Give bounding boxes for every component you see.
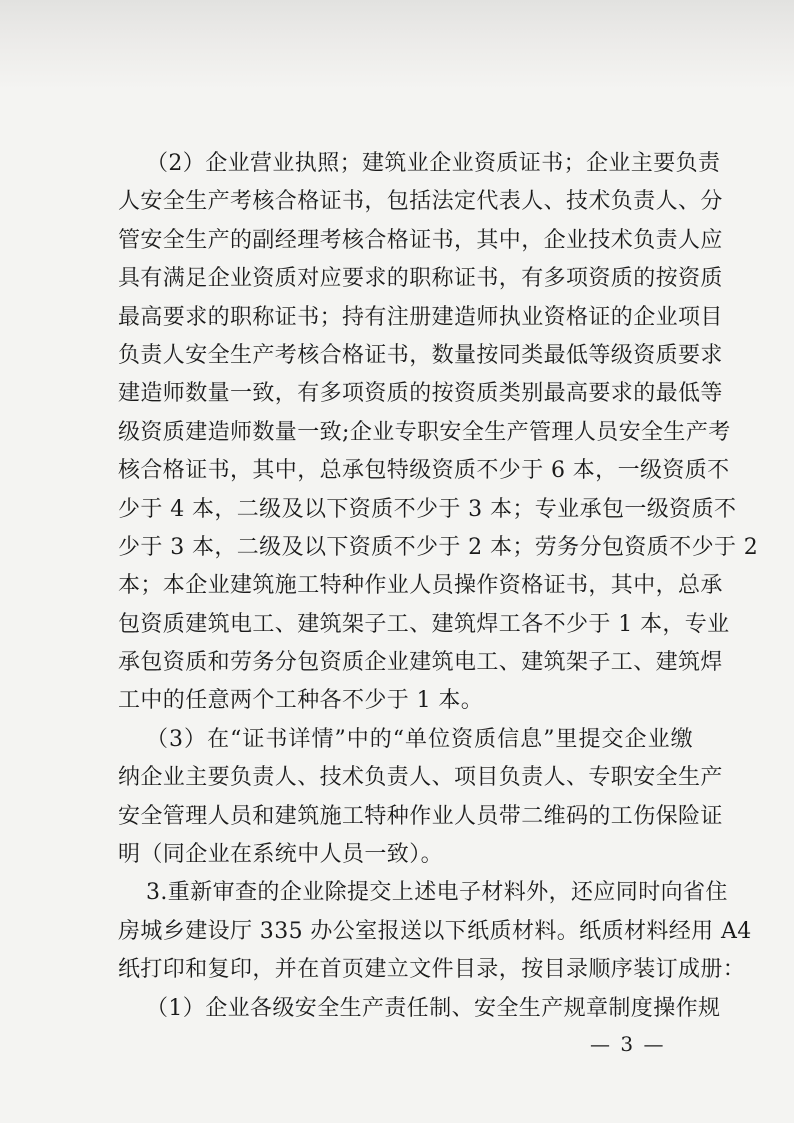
body-text xyxy=(118,145,759,1028)
text-line: 少于 3 本，二级及以下资质不少于 2 本；劳务分包资质不少于 2 xyxy=(118,534,759,560)
text-line: 负责人安全生产考核合格证书，数量按同类最低等级资质要求 xyxy=(118,342,723,368)
text-line: 最高要求的职称证书；持有注册建造师执业资格证的企业项目 xyxy=(118,304,723,330)
text-line: 管安全生产的副经理考核合格证书，其中，企业技术负责人应 xyxy=(118,227,723,253)
text-line: （2）企业营业执照；建筑业企业资质证书；企业主要负责 xyxy=(146,151,721,176)
text-line: 级资质建造师数量一致;企业专职安全生产管理人员安全生产考 xyxy=(118,419,731,445)
text-line: 包资质建筑电工、建筑架子工、建筑焊工各不少于 1 本，专业 xyxy=(118,611,730,637)
page-number: — 3 — xyxy=(590,1032,666,1056)
text-line: 本；本企业建筑施工特种作业人员操作资格证书，其中，总承 xyxy=(118,573,723,599)
text-line: 房城乡建设厅 335 办公室报送以下纸质材料。纸质材料经用 A4 xyxy=(118,918,752,944)
text-line: 建造师数量一致，有多项资质的按资质类别最高要求的最低等 xyxy=(118,381,723,407)
text-line: 少于 4 本，二级及以下资质不少于 3 本；专业承包一级资质不 xyxy=(118,496,737,522)
text-line: 具有满足企业资质对应要求的职称证书，有多项资质的按资质 xyxy=(118,266,723,292)
text-line: （1）企业各级安全生产责任制、安全生产规章制度操作规 xyxy=(146,995,721,1021)
text-line: 3.重新审查的企业除提交上述电子材料外，还应同时向省住 xyxy=(146,880,728,906)
text-line: 明（同企业在系统中人员一致）。 xyxy=(118,842,444,868)
text-line: 核合格证书，其中，总承包特级资质不少于 6 本，一级资质不 xyxy=(118,458,730,484)
text-line: 纳企业主要负责人、技术负责人、项目负责人、专职安全生产 xyxy=(118,765,723,791)
text-line: 承包资质和劳务分包资质企业建筑电工、建筑架子工、建筑焊 xyxy=(118,650,723,676)
text-line: 纸打印和复印，并在首页建立文件目录，按目录顺序装订成册： xyxy=(118,957,746,983)
text-line: （3）在“证书详情”中的“单位资质信息”里提交企业缴 xyxy=(146,726,693,752)
text-line: 安全管理人员和建筑施工特种作业人员带二维码的工伤保险证 xyxy=(118,803,723,829)
text-line: 工中的任意两个工种各不少于 1 本。 xyxy=(118,688,484,714)
text-line: 人安全生产考核合格证书，包括法定代表人、技术负责人、分 xyxy=(118,189,723,215)
